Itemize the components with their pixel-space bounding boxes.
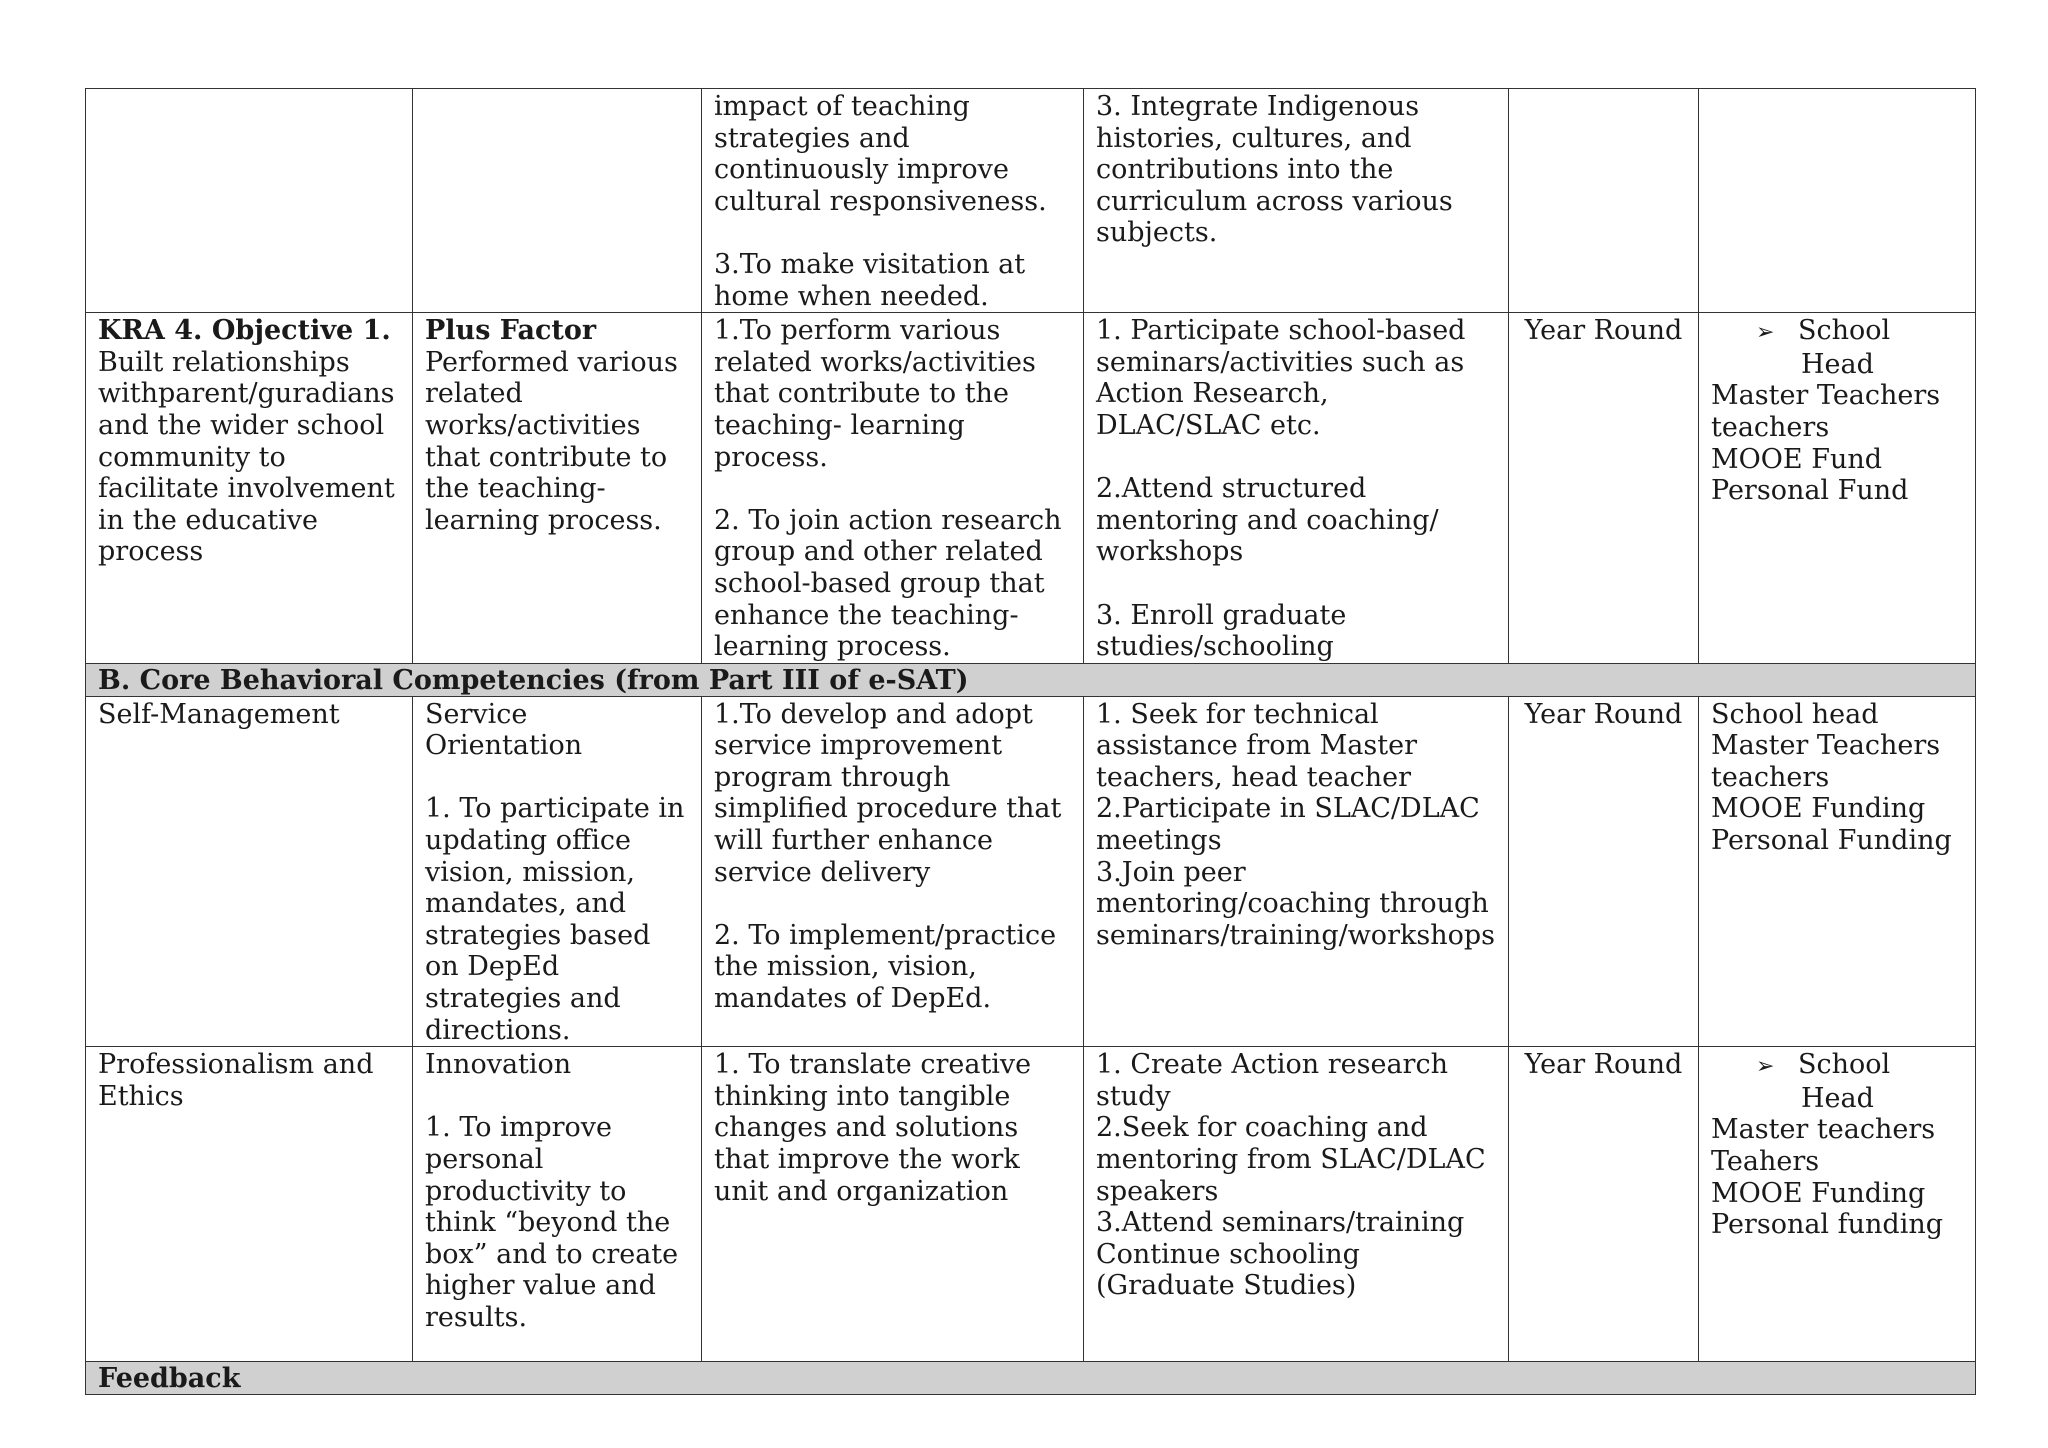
section-header-row: [86, 1362, 1976, 1395]
performance-indicator-cell: Plus Factor Performed various related works/activities that contribute to the teaching-learning process.: [413, 313, 702, 664]
performance-indicator-cell: Innovation 1. To improve personal productivity to think “beyond the box” and to create higher value and results.: [413, 1047, 702, 1362]
competency-cell: Self-Management: [86, 696, 413, 1047]
feedback-title: Feedback: [86, 1362, 1976, 1395]
interventions-cell: 1. Create Action research study 2.Seek for coaching and mentoring from SLAC/DLAC speakers 3.Attend seminars/training Continue schooling (Graduate Studies): [1084, 1047, 1509, 1362]
table-row: [86, 696, 1976, 1047]
resources-cell: ➢ School Head Master Teachers teachers MOOE Fund Personal Fund: [1699, 313, 1976, 664]
interventions-cell: 1. Seek for technical assistance from Master teachers, head teacher 2.Participate in SLAC/DLAC meetings 3.Join peer mentoring/coaching through seminars/training/workshops: [1084, 696, 1509, 1047]
objectives-cell: 1.To perform various related works/activities that contribute to the teaching- learning process. 2. To join action research group and other related school-based group that enhance the teaching-learning process.: [702, 313, 1084, 664]
performance-indicator-cell: Service Orientation 1. To participate in updating office vision, mission, mandates, and strategies based on DepEd strategies and directions.: [413, 696, 702, 1047]
kra-objective-title: KRA 4. Objective 1.: [98, 315, 391, 347]
interventions-cell: 1. Participate school-based seminars/activities such as Action Research, DLAC/SLAC etc. 2.Attend structured mentoring and coaching/ workshops 3. Enroll graduate studies/schooling: [1084, 313, 1509, 664]
section-b-title: B. Core Behavioral Competencies (from Part III of e-SAT): [86, 663, 1976, 696]
table-row: [86, 313, 1976, 664]
objectives-cell: impact of teaching strategies and continuously improve cultural responsiveness. 3.To make visitation at home when needed.: [702, 89, 1084, 313]
objectives-cell: 1. To translate creative thinking into tangible changes and solutions that improve the work unit and organization: [702, 1047, 1084, 1362]
timeline-cell: Year Round: [1509, 313, 1699, 664]
section-header-row: [86, 663, 1976, 696]
kra-objective-cell: KRA 4. Objective 1. Built relationships withparent/guradians and the wider school community to facilitate involvement in the educative process: [86, 313, 413, 664]
timeline-cell: [1509, 89, 1699, 313]
bullet-item: ➢ School Head: [1756, 315, 1891, 380]
table-row: [86, 1047, 1976, 1362]
plus-factor-title: Plus Factor: [425, 315, 597, 347]
development-plan-table: [85, 88, 1976, 1395]
performance-indicator-cell: [413, 89, 702, 313]
arrowhead-bullet-icon: ➢: [1756, 320, 1775, 346]
resources-cell: School head Master Teachers teachers MOOE Funding Personal Funding: [1699, 696, 1976, 1047]
timeline-cell: Year Round: [1509, 1047, 1699, 1362]
kra-objective-cell: [86, 89, 413, 313]
bullet-item: ➢ School Head: [1756, 1049, 1891, 1114]
table-row: [86, 89, 1976, 313]
resources-cell: [1699, 89, 1976, 313]
interventions-cell: 3. Integrate Indigenous histories, cultures, and contributions into the curriculum across various subjects.: [1084, 89, 1509, 313]
timeline-cell: Year Round: [1509, 696, 1699, 1047]
resources-cell: ➢ School Head Master teachers Teahers MOOE Funding Personal funding: [1699, 1047, 1976, 1362]
plan-document: [85, 88, 1975, 1395]
arrowhead-bullet-icon: ➢: [1756, 1054, 1775, 1080]
objectives-cell: 1.To develop and adopt service improvement program through simplified procedure that will further enhance service delivery 2. To implement/practice the mission, vision, mandates of DepEd.: [702, 696, 1084, 1047]
competency-cell: Professionalism and Ethics: [86, 1047, 413, 1362]
